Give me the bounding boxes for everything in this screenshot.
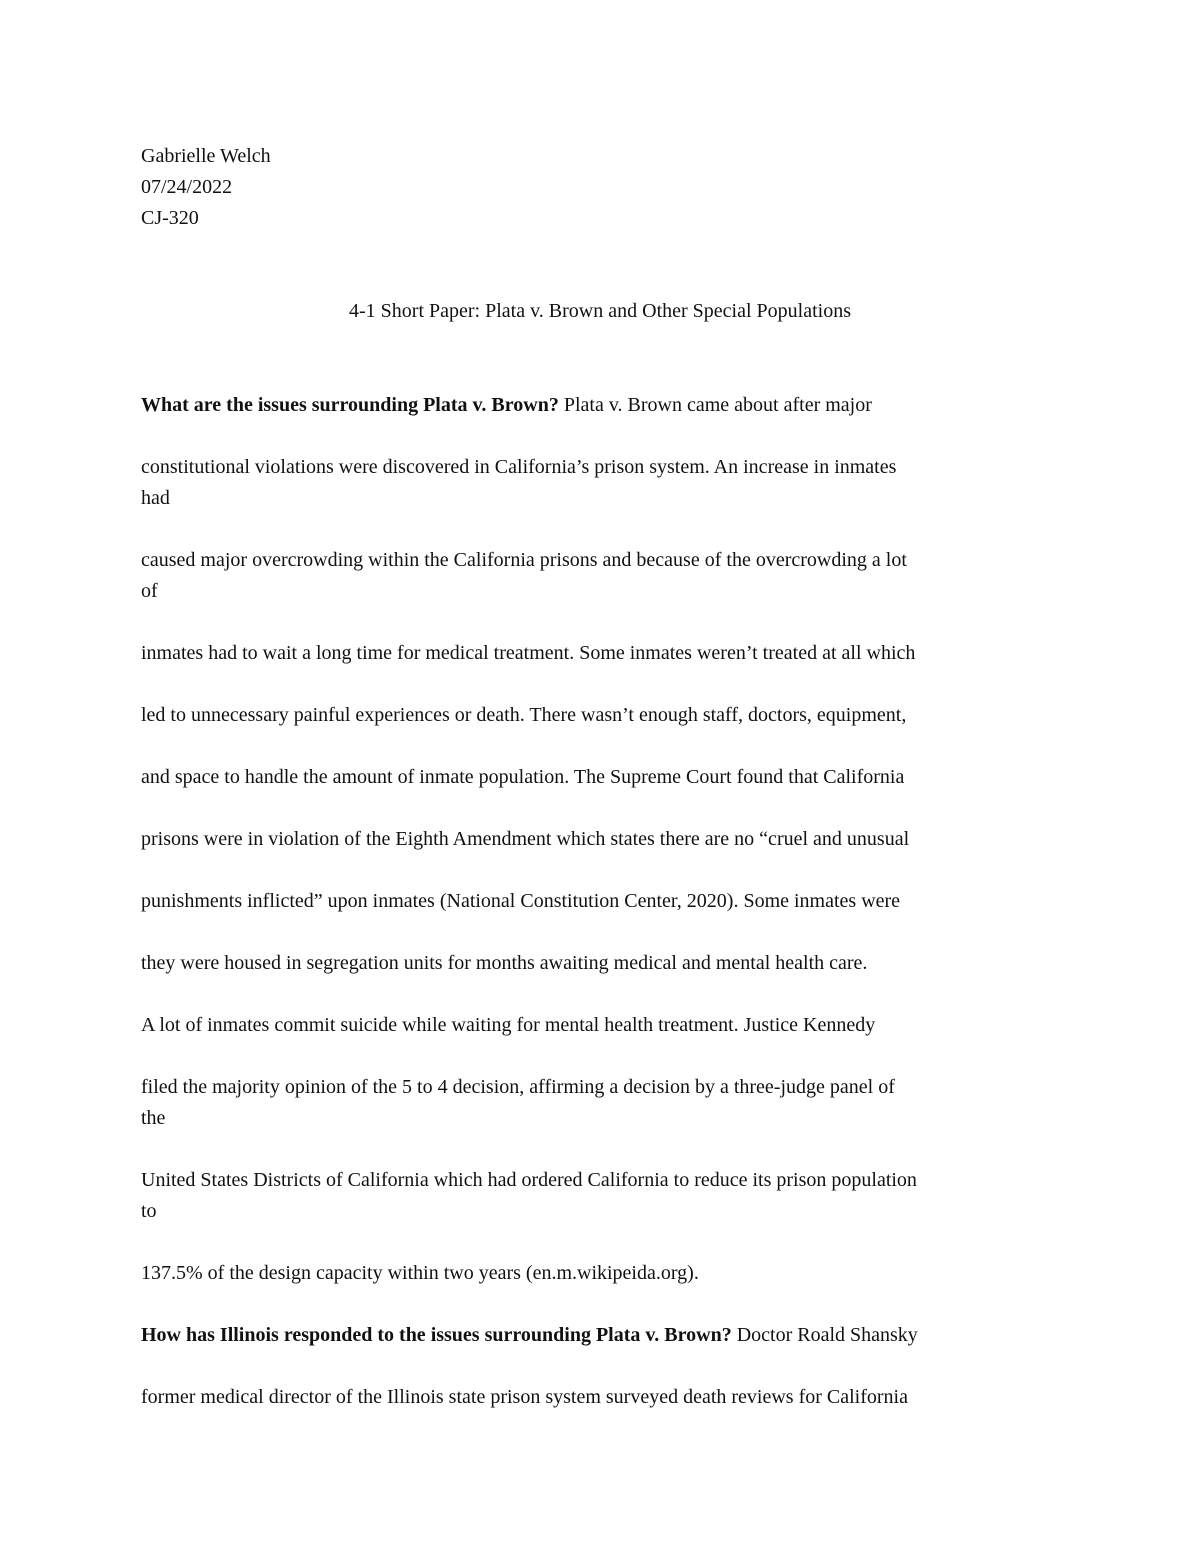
- question-2-paragraph-start: [141, 1320, 1071, 1351]
- course-code: CJ-320: [141, 207, 199, 229]
- body-line: to: [141, 1200, 157, 1222]
- question-1-text: Plata v. Brown came about after major: [558, 394, 872, 416]
- author-name: Gabrielle Welch: [141, 145, 271, 167]
- body-line: caused major overcrowding within the California prisons and because of the overcrowding a lot: [141, 549, 907, 571]
- body-line: punishments inflicted” upon inmates (National Constitution Center, 2020). Some inmates were: [141, 890, 901, 912]
- paper-date: 07/24/2022: [141, 176, 233, 198]
- question-2-text: Doctor Roald Shansky: [731, 1324, 918, 1346]
- paper-title: 4-1 Short Paper: Plata v. Brown and Other Special Populations: [349, 300, 851, 322]
- question-1-paragraph-start: [141, 390, 1071, 421]
- body-line: and space to handle the amount of inmate population. The Supreme Court found that California: [141, 766, 905, 788]
- body-line: prisons were in violation of the Eighth Amendment which states there are no “cruel and unusual: [141, 828, 910, 850]
- body-line: former medical director of the Illinois state prison system surveyed death reviews for California: [141, 1386, 908, 1408]
- body-line: United States Districts of California which had ordered California to reduce its prison population: [141, 1169, 917, 1191]
- body-line: they were housed in segregation units for months awaiting medical and mental health care.: [141, 952, 868, 974]
- body-line: had: [141, 487, 170, 509]
- body-line: filed the majority opinion of the 5 to 4 decision, affirming a decision by a three-judge panel of: [141, 1076, 895, 1098]
- question-1-heading: What are the issues surrounding Plata v. Brown?: [141, 394, 559, 416]
- body-line: of: [141, 580, 158, 602]
- body-line: the: [141, 1107, 166, 1129]
- body-line: A lot of inmates commit suicide while waiting for mental health treatment. Justice Kennedy: [141, 1014, 876, 1036]
- body-line: led to unnecessary painful experiences or death. There wasn’t enough staff, doctors, equipment,: [141, 704, 907, 726]
- body-line: constitutional violations were discovered in California’s prison system. An increase in inmates: [141, 456, 897, 478]
- body-line: inmates had to wait a long time for medical treatment. Some inmates weren’t treated at all which: [141, 642, 916, 664]
- question-2-heading: How has Illinois responded to the issues surrounding Plata v. Brown?: [141, 1324, 732, 1346]
- body-line: 137.5% of the design capacity within two years (en.m.wikipeida.org).: [141, 1262, 699, 1284]
